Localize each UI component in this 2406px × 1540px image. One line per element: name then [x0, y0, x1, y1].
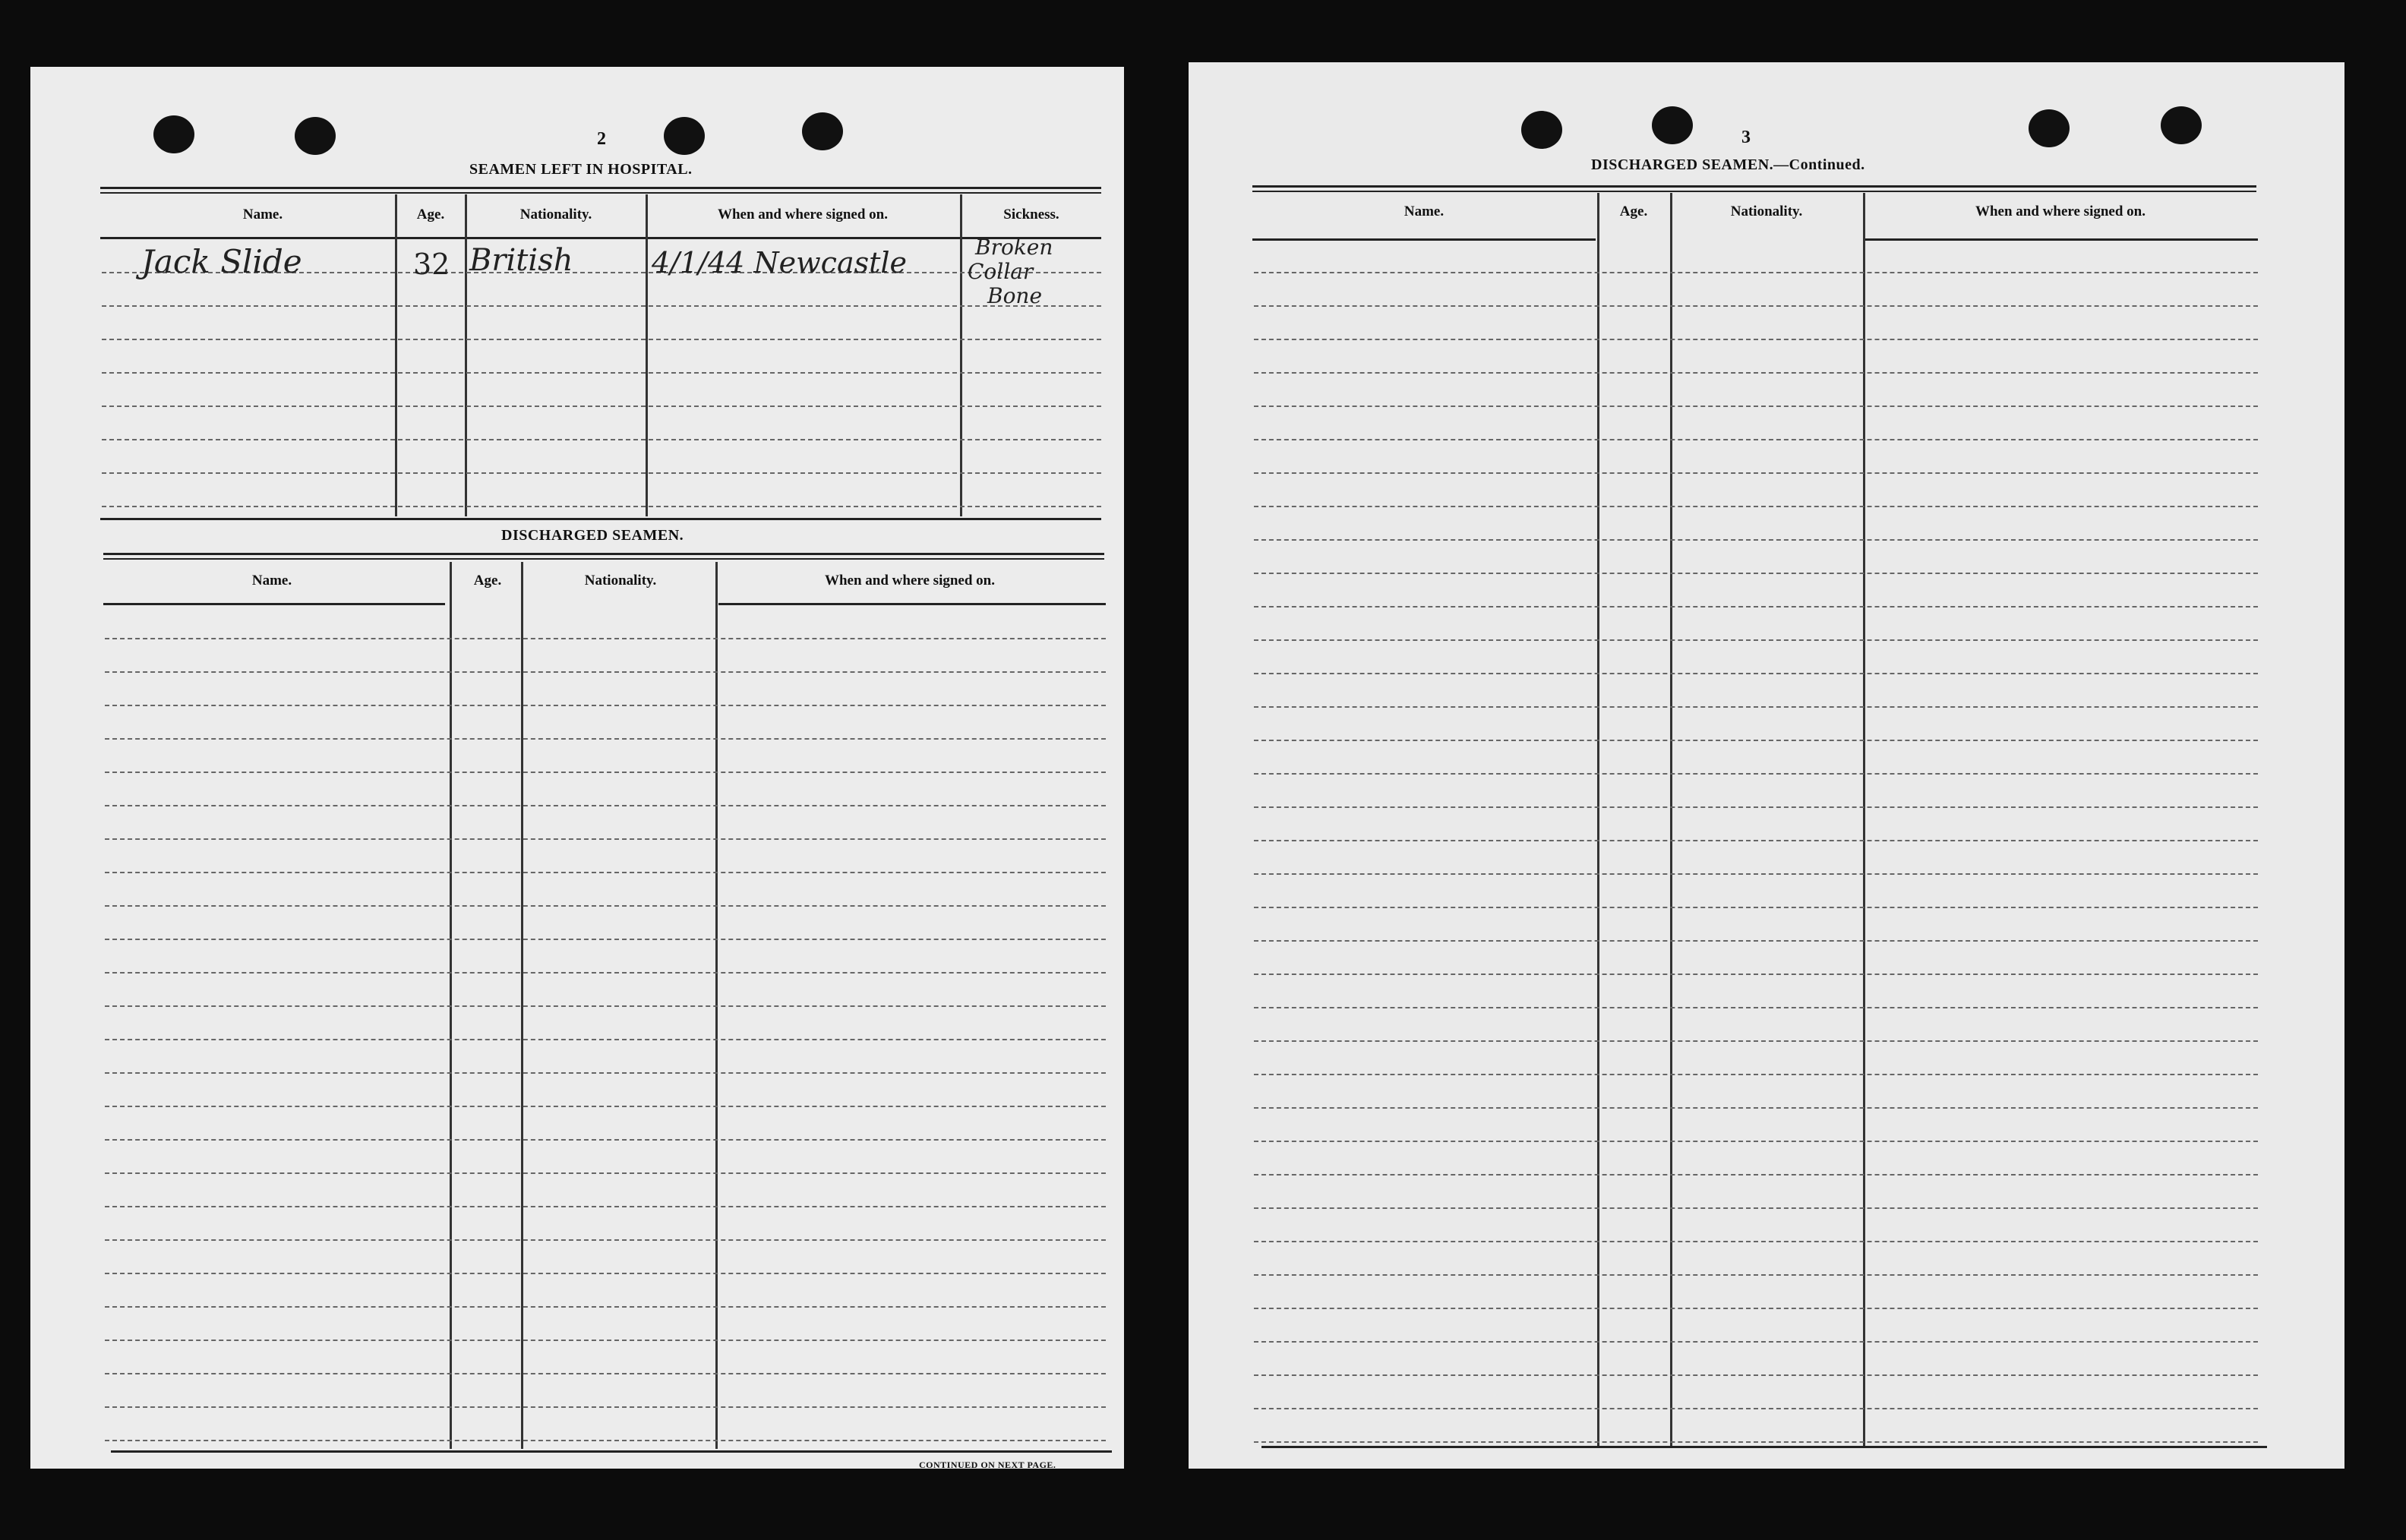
- page-number: 3: [1741, 128, 1751, 147]
- discharged-col-name: Name.: [251, 573, 292, 589]
- row-line: [105, 1005, 1106, 1007]
- row-line: [1254, 573, 2258, 574]
- entry-name: Jack Slide: [141, 243, 302, 280]
- right-col-nationality: Nationality.: [1730, 204, 1803, 219]
- row-line: [1254, 706, 2258, 708]
- hospital-col-sickness: Sickness.: [1003, 207, 1059, 222]
- sickness-line: Collar: [968, 259, 1034, 284]
- hospital-col-age: Age.: [416, 207, 445, 222]
- right-header-rule: [1863, 238, 2258, 241]
- entry-when-where: 4/1/44 Newcastle: [652, 246, 908, 279]
- hospital-top-rule: [100, 187, 1101, 194]
- left-page: [30, 67, 1124, 1469]
- punch-hole: [153, 115, 194, 153]
- hospital-col-divider: [395, 194, 397, 516]
- row-line: [1254, 1308, 2258, 1309]
- row-line: [105, 671, 1106, 673]
- row-line: [105, 972, 1106, 974]
- row-line: [1254, 1341, 2258, 1343]
- discharged-section-title: DISCHARGED SEAMEN.: [501, 527, 684, 544]
- hospital-col-divider: [960, 194, 962, 516]
- discharged-header-rule: [718, 603, 1106, 605]
- punch-hole: [2161, 106, 2202, 144]
- row-line: [102, 439, 1101, 440]
- hospital-col-when-where: When and where signed on.: [717, 207, 888, 222]
- sickness-line: Bone: [987, 283, 1043, 308]
- discharged-bottom-rule: [111, 1450, 1112, 1453]
- row-line: [105, 1440, 1106, 1441]
- row-line: [1254, 1141, 2258, 1142]
- row-line: [1254, 1107, 2258, 1109]
- row-line: [1254, 305, 2258, 307]
- row-line: [1254, 606, 2258, 607]
- discharged-col-when-where: When and where signed on.: [824, 573, 995, 589]
- row-line: [1254, 472, 2258, 474]
- hospital-header-rule: [100, 237, 1101, 239]
- row-line: [1254, 1441, 2258, 1443]
- row-line: [1254, 272, 2258, 273]
- row-line: [1254, 439, 2258, 440]
- row-line: [1254, 806, 2258, 808]
- row-line: [105, 1039, 1106, 1040]
- row-line: [1254, 740, 2258, 741]
- row-line: [1254, 1241, 2258, 1242]
- row-line: [1254, 1074, 2258, 1075]
- row-line: [1254, 539, 2258, 541]
- row-line: [105, 738, 1106, 740]
- punch-hole: [802, 112, 843, 150]
- row-line: [1254, 1040, 2258, 1042]
- right-col-when-where: When and where signed on.: [1975, 204, 2146, 219]
- row-line: [105, 1172, 1106, 1174]
- right-col-age: Age.: [1619, 204, 1648, 219]
- right-col-divider: [1863, 193, 1865, 1446]
- discharged-col-nationality: Nationality.: [584, 573, 657, 589]
- row-line: [1254, 506, 2258, 507]
- continued-note: CONTINUED ON NEXT PAGE.: [919, 1460, 1056, 1470]
- row-line: [1254, 673, 2258, 674]
- row-line: [105, 872, 1106, 873]
- right-bottom-rule: [1261, 1446, 2267, 1448]
- row-line: [105, 939, 1106, 940]
- hospital-col-nationality: Nationality.: [519, 207, 592, 222]
- discharged-continued-title: DISCHARGED SEAMEN.—Continued.: [1591, 156, 1865, 173]
- row-line: [105, 1340, 1106, 1341]
- row-line: [105, 772, 1106, 773]
- row-line: [102, 339, 1101, 340]
- punch-hole: [2029, 109, 2070, 147]
- right-col-name: Name.: [1404, 204, 1445, 219]
- hospital-section-title: SEAMEN LEFT IN HOSPITAL.: [469, 161, 693, 178]
- page-number: 2: [597, 129, 606, 149]
- entry-sickness: [968, 235, 1053, 308]
- discharged-header-rule: [103, 603, 445, 605]
- punch-hole: [664, 117, 705, 155]
- punch-hole: [1652, 106, 1693, 144]
- row-line: [1254, 1274, 2258, 1276]
- row-line: [1254, 406, 2258, 407]
- hospital-col-divider: [646, 194, 648, 516]
- row-line: [1254, 773, 2258, 775]
- row-line: [102, 372, 1101, 374]
- right-col-divider: [1597, 193, 1599, 1446]
- row-line: [102, 406, 1101, 407]
- punch-hole: [295, 117, 336, 155]
- row-line: [105, 1206, 1106, 1207]
- row-line: [1254, 339, 2258, 340]
- row-line: [1254, 639, 2258, 641]
- row-line: [105, 1072, 1106, 1074]
- row-line: [105, 1406, 1106, 1408]
- row-line: [102, 472, 1101, 474]
- row-line: [105, 1273, 1106, 1274]
- entry-age: 32: [413, 248, 450, 281]
- right-top-rule: [1252, 185, 2256, 192]
- row-line: [105, 1239, 1106, 1241]
- right-header-rule: [1252, 238, 1596, 241]
- hospital-col-divider: [465, 194, 467, 516]
- entry-nationality: British: [469, 243, 573, 278]
- row-line: [1254, 974, 2258, 975]
- row-line: [1254, 1207, 2258, 1209]
- row-line: [1254, 1174, 2258, 1176]
- row-line: [102, 305, 1101, 307]
- row-line: [105, 805, 1106, 806]
- row-line: [105, 905, 1106, 907]
- right-col-divider: [1670, 193, 1672, 1446]
- row-line: [102, 506, 1101, 507]
- row-line: [105, 1373, 1106, 1374]
- row-line: [1254, 840, 2258, 841]
- row-line: [1254, 1007, 2258, 1008]
- row-line: [1254, 1374, 2258, 1376]
- row-line: [105, 838, 1106, 840]
- sickness-line: Broken: [975, 235, 1053, 260]
- hospital-col-name: Name.: [242, 207, 283, 222]
- row-line: [1254, 940, 2258, 942]
- row-line: [105, 1139, 1106, 1141]
- row-line: [1254, 1408, 2258, 1409]
- punch-hole: [1521, 111, 1562, 149]
- right-page: [1189, 62, 2344, 1469]
- discharged-top-rule: [103, 553, 1104, 560]
- row-line: [105, 1306, 1106, 1308]
- row-line: [105, 638, 1106, 639]
- hospital-bottom-rule: [100, 518, 1101, 520]
- row-line: [1254, 372, 2258, 374]
- row-line: [105, 705, 1106, 706]
- discharged-col-age: Age.: [473, 573, 502, 589]
- row-line: [1254, 907, 2258, 908]
- row-line: [105, 1106, 1106, 1107]
- row-line: [1254, 873, 2258, 875]
